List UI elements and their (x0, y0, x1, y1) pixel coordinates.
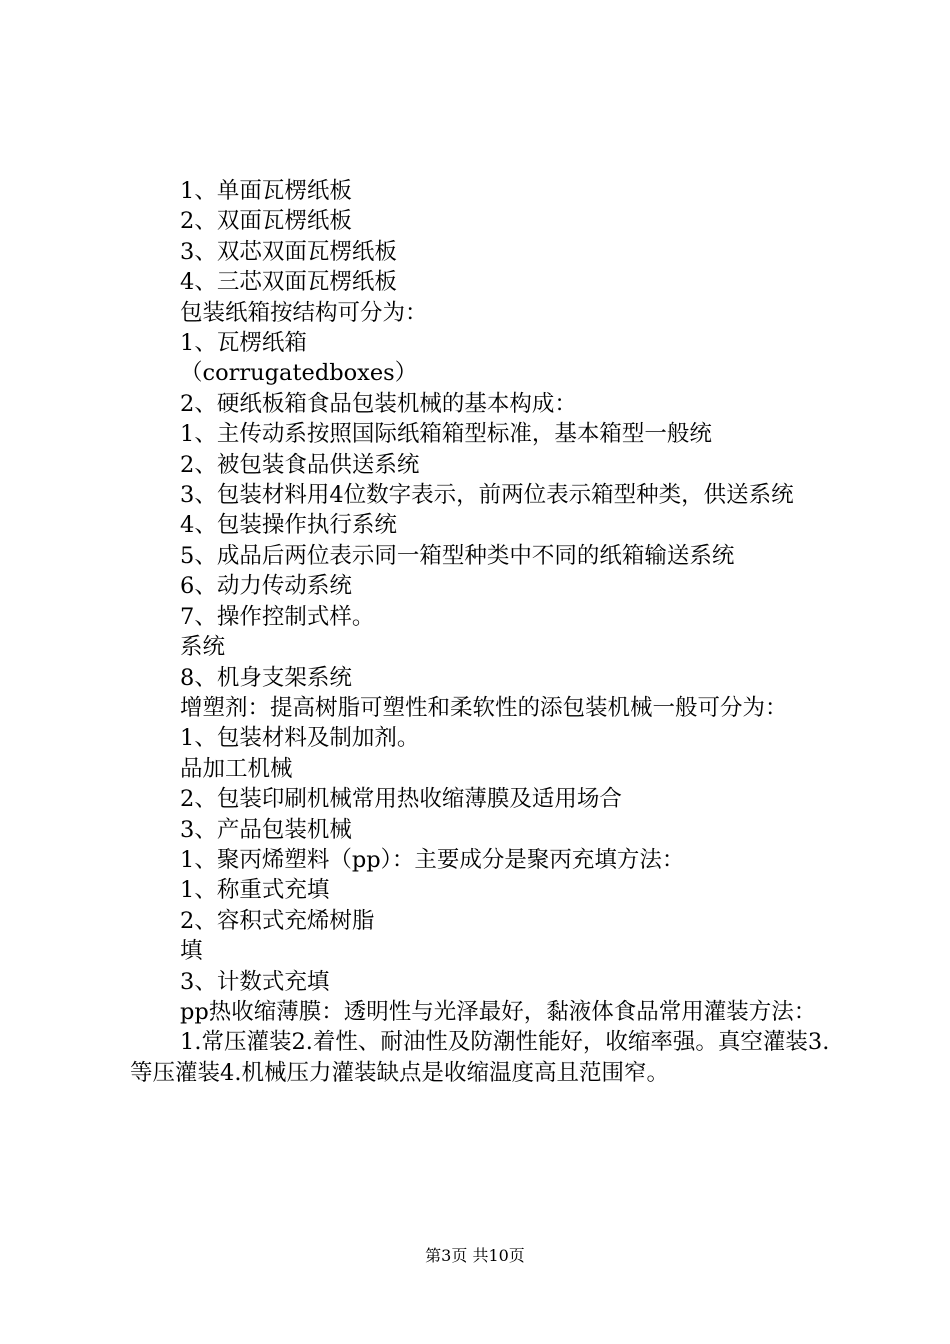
paragraph: 7、操作控制式样。 (180, 603, 375, 630)
paragraph: 5、成品后两位表示同一箱型种类中不同的纸箱输送系统 (180, 542, 735, 569)
paragraph: （corrugatedboxes） (180, 360, 418, 387)
page-footer (0, 1243, 950, 1266)
paragraph: 2、硬纸板箱食品包装机械的基本构成： (180, 390, 577, 417)
paragraph: 3、包装材料用4位数字表示，前两位表示箱型种类，供送系统 (180, 482, 794, 509)
paragraph: 填 (180, 938, 203, 965)
paragraph: 1、包装材料及制加剂。 (180, 725, 420, 752)
paragraph: 1、单面瓦楞纸板 (180, 178, 352, 204)
paragraph: 3、双芯双面瓦楞纸板 (180, 238, 397, 265)
paragraph: 3、产品包装机械 (180, 816, 352, 843)
paragraph: 1、主传动系按照国际纸箱箱型标准，基本箱型一般统 (180, 421, 712, 448)
document-body (130, 176, 835, 1088)
paragraph: 4、包装操作执行系统 (180, 512, 397, 539)
paragraph: 2、双面瓦楞纸板 (180, 208, 352, 235)
page-number: 第3页 共10页 (425, 1246, 525, 1265)
paragraph: 1.常压灌装2.着性、耐油性及防潮性能好，收缩率强。真空灌装3.等压灌装4.机械压力灌装缺点是收缩温度高且范围窄。 (130, 1029, 830, 1086)
paragraph: 包装纸箱按结构可分为： (180, 299, 428, 326)
paragraph: 增塑剂：提高树脂可塑性和柔软性的添包装机械一般可分为： (180, 694, 788, 721)
paragraph: 2、被包装食品供送系统 (180, 451, 420, 478)
paragraph: 2、容积式充烯树脂 (180, 907, 375, 934)
paragraph: pp热收缩薄膜：透明性与光泽最好，黏液体食品常用灌装方法： (180, 998, 817, 1025)
paragraph: 1、称重式充填 (180, 877, 330, 904)
paragraph: 1、聚丙烯塑料（pp）：主要成分是聚丙充填方法： (180, 846, 685, 873)
paragraph: 6、动力传动系统 (180, 573, 352, 600)
paragraph: 2、包装印刷机械常用热收缩薄膜及适用场合 (180, 786, 622, 813)
paragraph: 系统 (180, 634, 226, 661)
paragraph: 品加工机械 (180, 755, 293, 782)
paragraph: 4、三芯双面瓦楞纸板 (180, 269, 397, 296)
paragraph: 1、瓦楞纸箱 (180, 330, 307, 357)
paragraph: 8、机身支架系统 (180, 664, 352, 691)
paragraph: 3、计数式充填 (180, 968, 330, 995)
